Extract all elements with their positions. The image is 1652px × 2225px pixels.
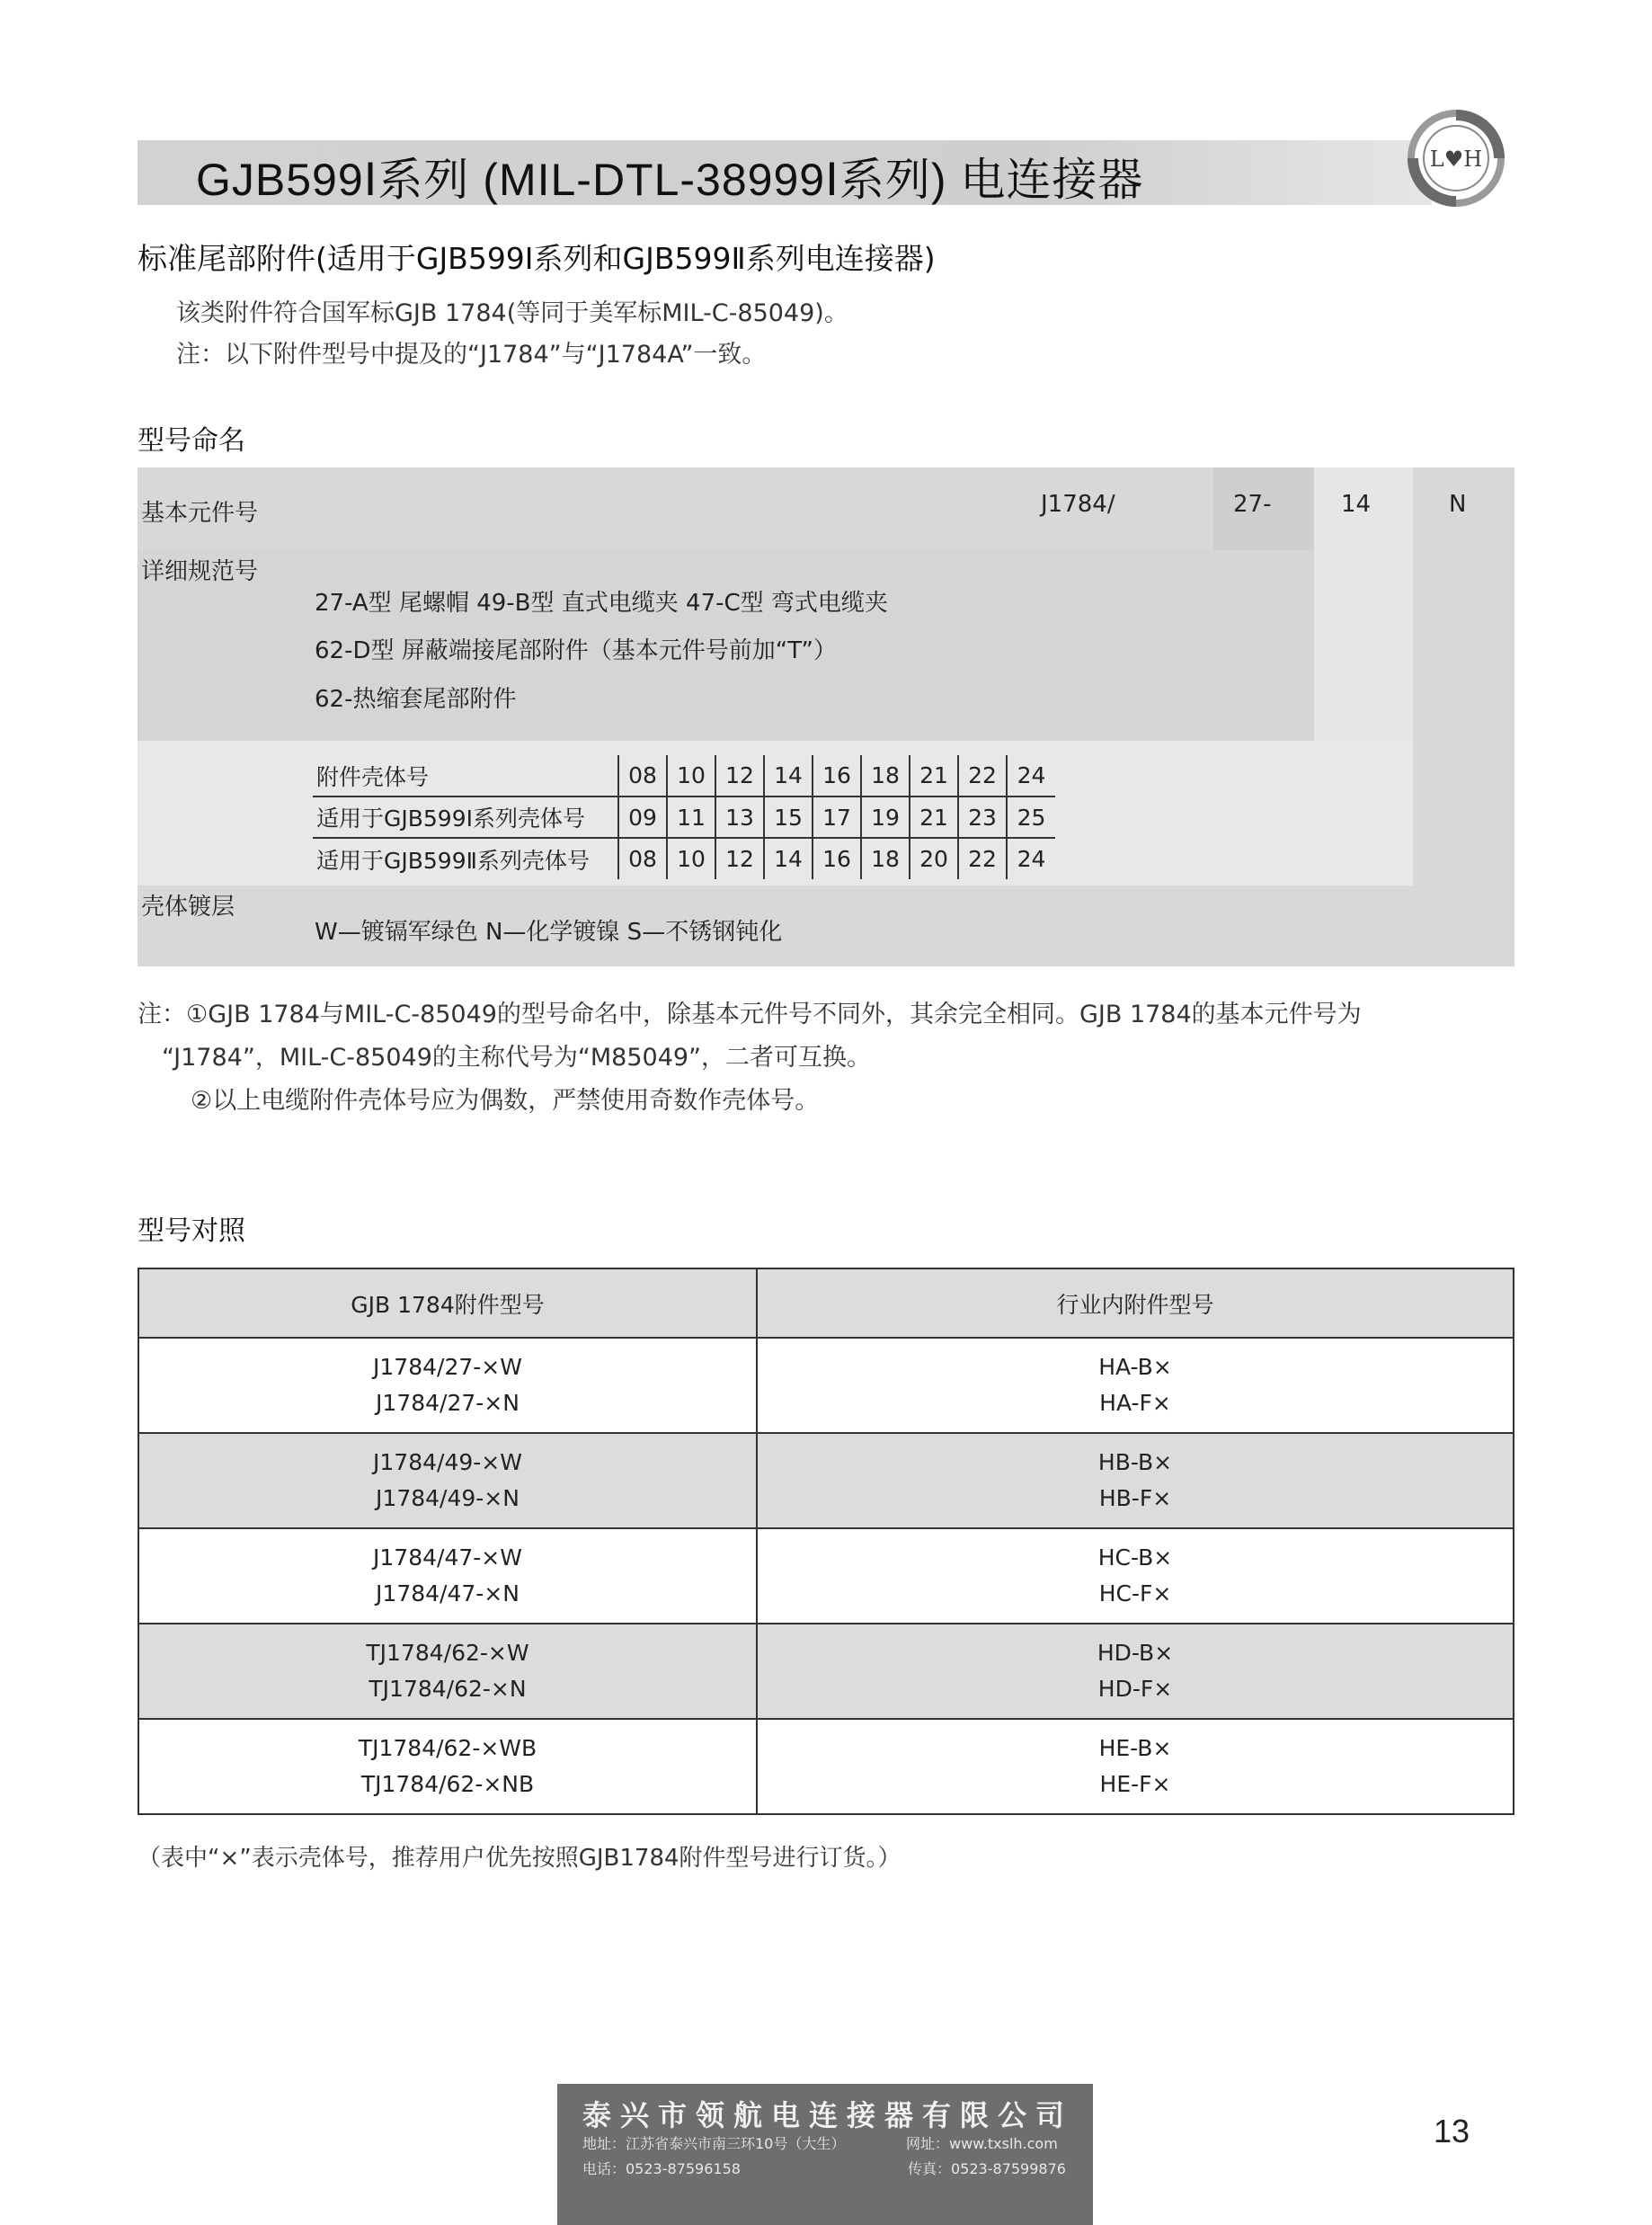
gjb-model-cell <box>138 1624 757 1719</box>
shell-table-cell: 20 <box>910 838 958 879</box>
shell-table-cell: 08 <box>618 838 667 879</box>
plating-label: 壳体镀层 <box>141 894 235 921</box>
shell-table-cell: 24 <box>1007 755 1055 797</box>
basic-value: J1784/ <box>1041 491 1115 518</box>
comparison-footnote: （表中“×”表示壳体号，推荐用户优先按照GJB1784附件型号进行订货。） <box>138 1845 901 1872</box>
shell-table-cell: 08 <box>618 755 667 797</box>
gjb-model-cell <box>138 1433 757 1528</box>
table-row <box>138 1624 1514 1719</box>
industry-model: HA-B× <box>1098 1354 1172 1380</box>
industry-model: HE-F× <box>1099 1771 1171 1797</box>
shell-table-cell: 16 <box>813 755 861 797</box>
footer-fax: 传真：0523-87599876 <box>908 2160 1066 2177</box>
detail-line-1: 27-A型 尾螺帽 49-B型 直式电缆夹 47-C型 弯式电缆夹 <box>315 590 888 617</box>
shell-table-cell: 21 <box>910 755 958 797</box>
industry-model-cell <box>757 1719 1514 1814</box>
table-row <box>138 1338 1514 1433</box>
shell-table-row <box>313 797 1055 838</box>
gjb-model: TJ1784/62-×W <box>366 1640 529 1666</box>
industry-model: HD-B× <box>1097 1640 1174 1666</box>
basic-label: 基本元件号 <box>141 500 259 527</box>
detail-line-3: 62-热缩套尾部附件 <box>315 686 517 713</box>
footer-address: 地址：江苏省泰兴市南三环10号（大生） <box>582 2135 846 2152</box>
gjb-model-cell <box>138 1719 757 1814</box>
comparison-col-gjb: GJB 1784附件型号 <box>138 1268 757 1338</box>
detail-line-2: 62-D型 屏蔽端接尾部附件（基本元件号前加“T”） <box>315 637 838 664</box>
gjb-model: TJ1784/62-×NB <box>360 1771 535 1797</box>
col-14-value: 14 <box>1341 491 1372 518</box>
gjb-model-cell <box>138 1338 757 1433</box>
industry-model: HD-F× <box>1097 1676 1173 1702</box>
shell-table-cell: 18 <box>861 838 910 879</box>
shell-table-cell: 25 <box>1007 797 1055 838</box>
table-row <box>138 1719 1514 1814</box>
shell-table-row <box>313 838 1055 879</box>
page-number: 13 <box>1434 2113 1470 2149</box>
shell-table-row <box>313 755 1055 797</box>
gjb-model: TJ1784/62-×WB <box>358 1735 537 1761</box>
intro-heading: 标准尾部附件(适用于GJB599Ⅰ系列和GJB599Ⅱ系列电连接器) <box>138 241 936 276</box>
page-title: GJB599Ⅰ系列 (MIL-DTL-38999Ⅰ系列) 电连接器 <box>196 155 1144 205</box>
naming-heading: 型号命名 <box>138 425 245 457</box>
shell-table-label: 适用于GJB599Ⅰ系列壳体号 <box>313 797 618 838</box>
shell-table-cell: 09 <box>618 797 667 838</box>
shell-table-cell: 12 <box>715 755 764 797</box>
detail-label: 详细规范号 <box>141 558 259 585</box>
col-n-value: N <box>1449 491 1467 518</box>
comparison-table <box>138 1268 1514 1815</box>
gjb-model-cell <box>138 1528 757 1624</box>
shell-table-cell: 17 <box>813 797 861 838</box>
industry-model: HE-B× <box>1098 1735 1172 1761</box>
shell-table-cell: 23 <box>958 797 1007 838</box>
note-line-1: 注：①GJB 1784与MIL-C-85049的型号命名中，除基本元件号不同外，其余完全相同。GJB 1784的基本元件号为 <box>138 1001 1362 1028</box>
note-line-2: “J1784”，MIL-C-85049的主称代号为“M85049”，二者可互换。 <box>162 1044 872 1072</box>
industry-model: HC-B× <box>1097 1544 1173 1571</box>
table-row <box>138 1528 1514 1624</box>
gjb-model: J1784/27-×W <box>373 1354 522 1380</box>
shell-table-cell: 22 <box>958 838 1007 879</box>
industry-model-cell <box>757 1528 1514 1624</box>
shell-table-cell: 12 <box>715 838 764 879</box>
industry-model: HA-F× <box>1099 1390 1171 1416</box>
comparison-heading: 型号对照 <box>138 1215 245 1247</box>
shell-table-cell: 14 <box>764 838 813 879</box>
shell-table-cell: 24 <box>1007 838 1055 879</box>
industry-model: HC-F× <box>1098 1580 1172 1606</box>
industry-model-cell <box>757 1624 1514 1719</box>
shell-table-cell: 14 <box>764 755 813 797</box>
industry-model-cell <box>757 1338 1514 1433</box>
shell-table-cell: 22 <box>958 755 1007 797</box>
shell-table-cell: 15 <box>764 797 813 838</box>
shell-table-cell: 21 <box>910 797 958 838</box>
shell-table-cell: 18 <box>861 755 910 797</box>
logo-text: L♥H <box>1429 147 1483 172</box>
company-logo <box>1404 106 1508 210</box>
gjb-model: TJ1784/62-×N <box>369 1676 527 1702</box>
shell-size-table <box>313 755 1055 879</box>
gjb-model: J1784/27-×N <box>376 1390 520 1416</box>
shell-table-cell: 13 <box>715 797 764 838</box>
footer-phone: 电话：0523-87596158 <box>582 2160 741 2177</box>
shell-table-label: 适用于GJB599Ⅱ系列壳体号 <box>313 838 618 879</box>
gjb-model: J1784/47-×N <box>376 1580 520 1606</box>
table-row <box>138 1433 1514 1528</box>
footer-company: 泰兴市领航电连接器有限公司 <box>582 2098 1074 2132</box>
shell-table-cell: 10 <box>667 755 715 797</box>
footer-website: 网址：www.txslh.com <box>906 2135 1058 2152</box>
intro-line-2: 注：以下附件型号中提及的“J1784”与“J1784A”一致。 <box>176 341 767 369</box>
plating-values: W—镀镉军绿色 N—化学镀镍 S—不锈钢钝化 <box>315 919 783 946</box>
industry-model-cell <box>757 1433 1514 1528</box>
industry-model: HB-F× <box>1098 1485 1172 1511</box>
shell-table-label: 附件壳体号 <box>316 763 430 790</box>
shell-table-cell: 19 <box>861 797 910 838</box>
note-line-3: ②以上电缆附件壳体号应为偶数，严禁使用奇数作壳体号。 <box>191 1087 820 1115</box>
shell-table-cell: 11 <box>667 797 715 838</box>
gjb-model: J1784/47-×W <box>373 1544 522 1571</box>
gjb-model: J1784/49-×N <box>376 1485 520 1511</box>
industry-model: HB-B× <box>1097 1449 1173 1475</box>
intro-line-1: 该类附件符合国军标GJB 1784(等同于美军标MIL-C-85049)。 <box>176 299 848 327</box>
shell-table-cell: 10 <box>667 838 715 879</box>
shell-table-cell: 16 <box>813 838 861 879</box>
comparison-col-industry: 行业内附件型号 <box>757 1268 1514 1338</box>
col-27-value: 27- <box>1233 491 1272 518</box>
gjb-model: J1784/49-×W <box>373 1449 522 1475</box>
